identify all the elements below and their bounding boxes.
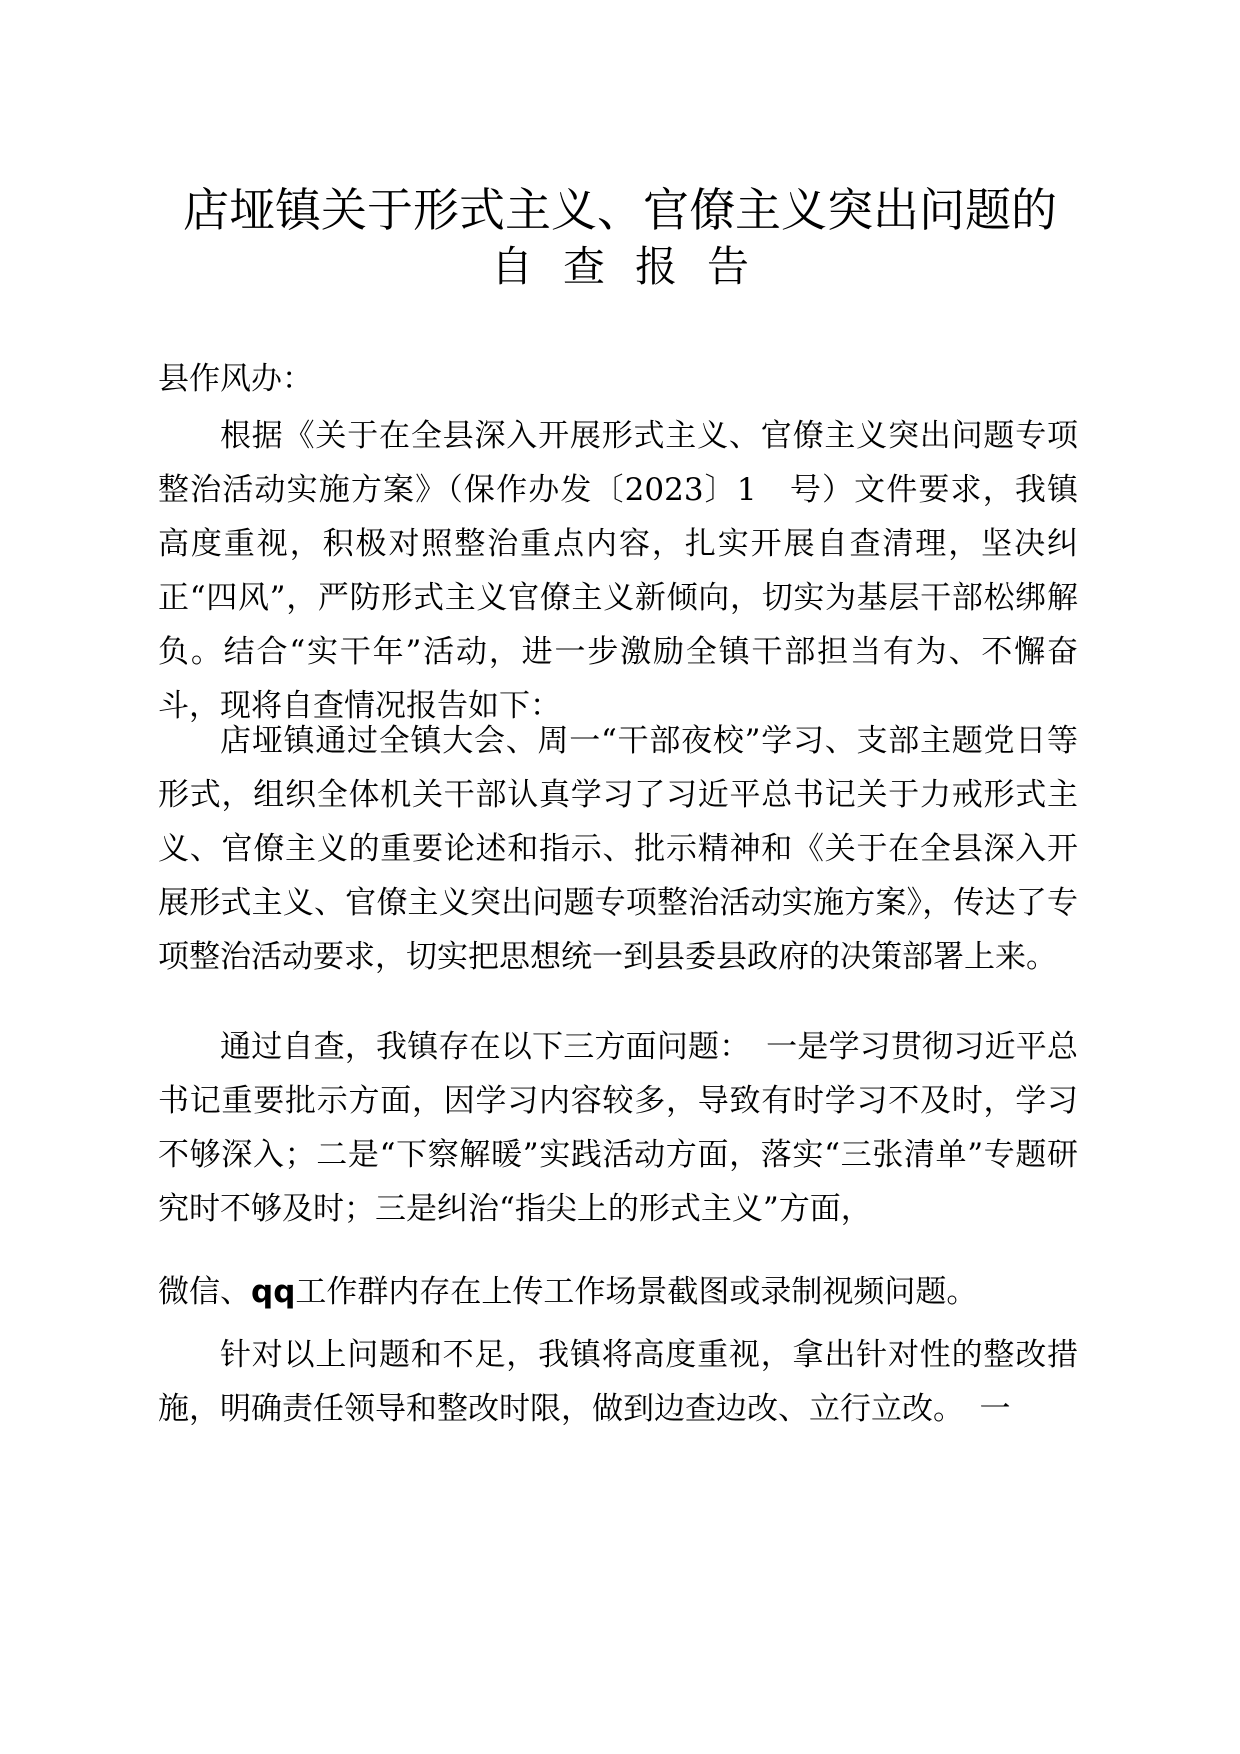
paragraph-rectification: 针对以上问题和不足，我镇将高度重视，拿出针对性的整改措施，明确责任领导和整改时限，做到边查边改、立行立改。 一 (158, 1337, 1078, 1427)
paragraph-problems-continued (158, 1265, 1078, 1319)
title-line-1: 店垭镇关于形式主义、官僚主义突出问题的 (183, 183, 1057, 237)
salutation: 县作风办： (158, 361, 313, 397)
qq-text: qq (251, 1274, 296, 1310)
continued-text-pre: 微信、 (158, 1274, 251, 1310)
paragraph-problems: 通过自查，我镇存在以下三方面问题： 一是学习贯彻习近平总书记重要批示方面，因学习内容较多，导致有时学习不及时，学习不够深入；二是“下察解暖”实践活动方面，落实“三张清单”专题研究时不够及时；三是纠治“指尖上的形式主义”方面， (158, 1029, 1078, 1227)
document-title (0, 182, 1240, 296)
title-line-2: 自查报告 (490, 242, 779, 291)
continued-text-post: 工作群内存在上传工作场景截图或录制视频问题。 (295, 1274, 978, 1310)
paragraph-intro: 根据《关于在全县深入开展形式主义、官僚主义突出问题专项整治活动实施方案》（保作办发〔2023〕1 号）文件要求，我镇高度重视，积极对照整治重点内容，扎实开展自查清理，坚决纠正“四风”，严防形式主义官僚主义新倾向，切实为基层干部松绑解负。结合“实干年”活动，进一步激励全镇干部担当有为、不懈奋斗，现将自查情况报告如下： (158, 418, 1078, 724)
paragraph-study: 店垭镇通过全镇大会、周一“干部夜校”学习、支部主题党日等形式，组织全体机关干部认真学习了习近平总书记关于力戒形式主义、官僚主义的重要论述和指示、批示精神和《关于在全县深入开展形式主义、官僚主义突出问题专项整治活动实施方案》，传达了专项整治活动要求，切实把思想统一到县委县政府的决策部署上来。 (158, 723, 1078, 975)
